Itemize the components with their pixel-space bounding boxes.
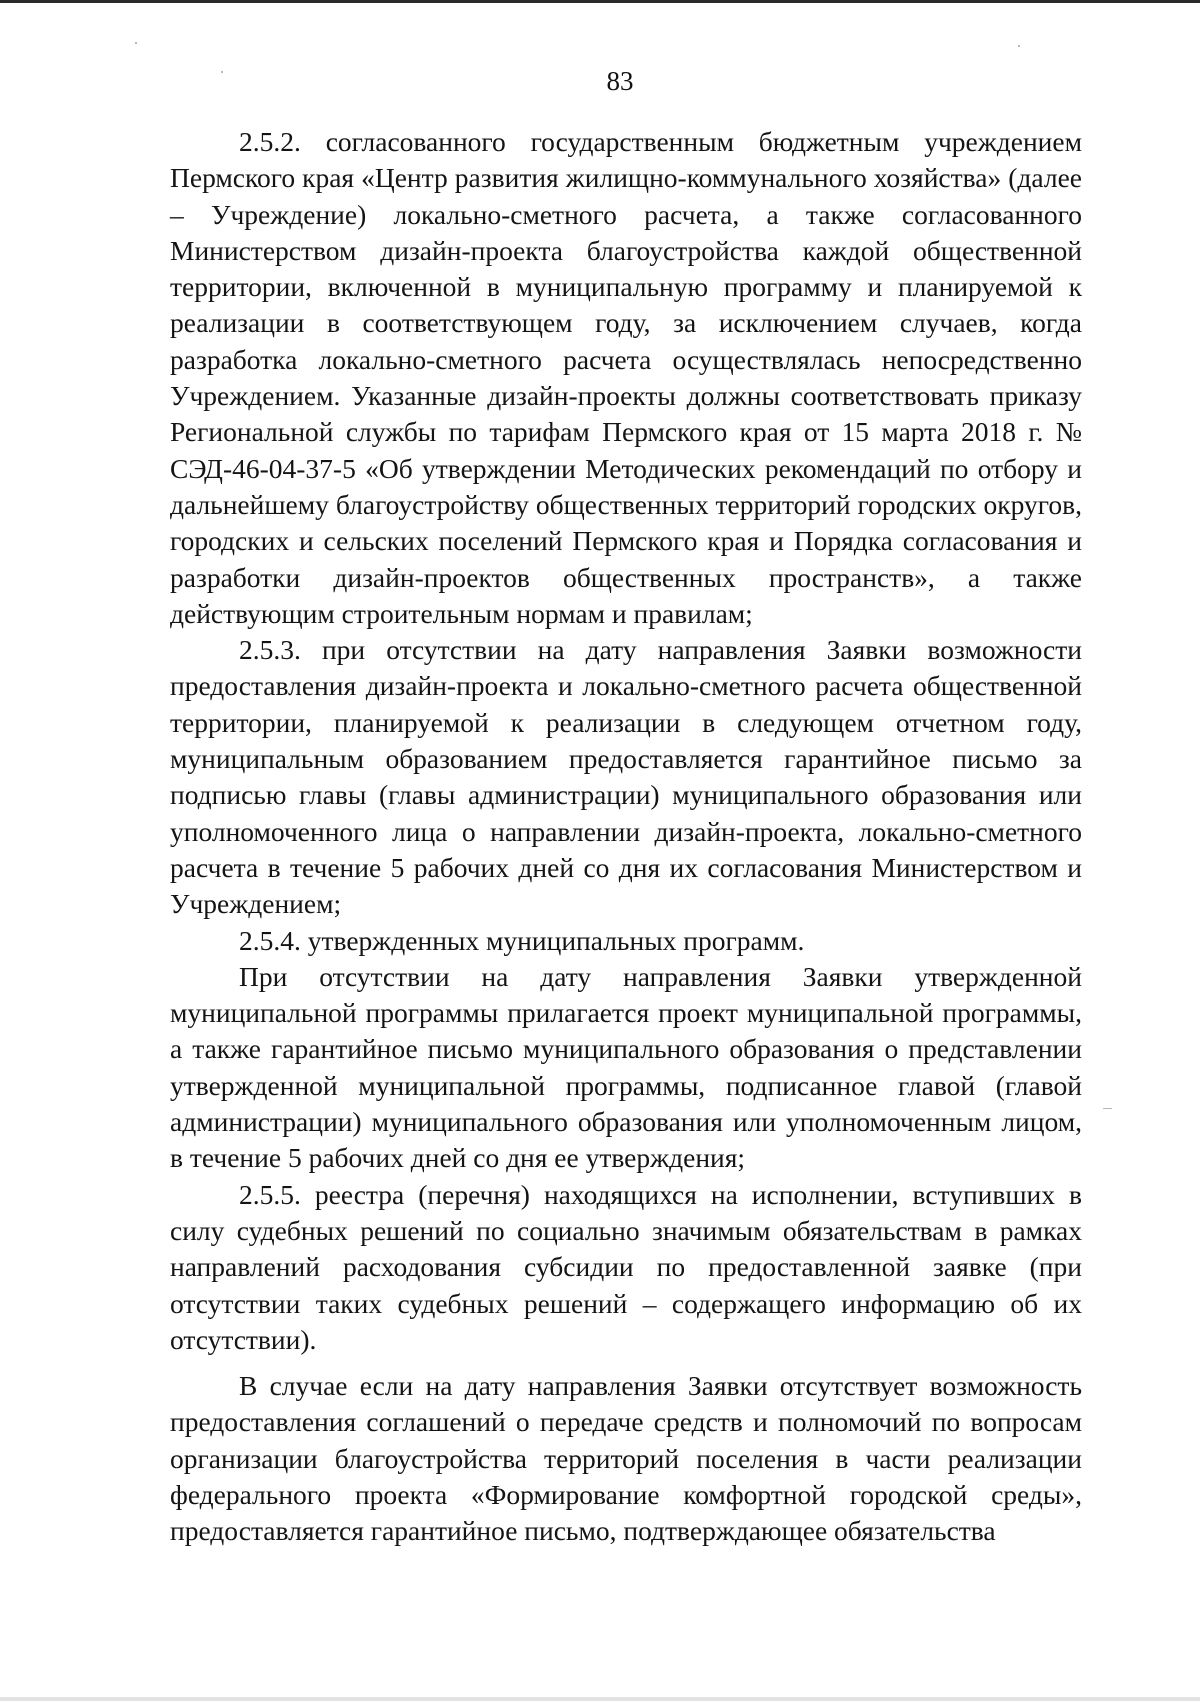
paragraph-2-5-3: 2.5.3. при отсутствии на дату направления Заявки возможности предоставления дизайн-проекта и локально-сметного расчета общественной территории, планируемой к реализации в следующем отчетном году, муниципальным образованием предоставляется гарантийное письмо за подписью главы (главы администрации) муниципального образования или уполномоченного лица о направлении дизайн-проекта, локально-сметного расчета в течение 5 рабочих дней со дня их согласования Министерством и Учреждением;: [170, 634, 1082, 920]
scan-bottom-edge: [0, 1697, 1200, 1701]
scan-speck: [1018, 45, 1020, 47]
page-number: 83: [606, 66, 634, 96]
paragraph-2-5-2: 2.5.2. согласованного государственным бюджетным учреждением Пермского края «Центр развития жилищно-коммунального хозяйства» (далее – Учреждение) локально-сметного расчета, а также согласованного Министерством дизайн-проекта благоустройства каждой общественной территории, включенной в муниципальную программу и планируемой к реализации в соответствующем году, за исключением случаев, когда разработка локально-сметного расчета осуществлялась непосредственно Учреждением. Указанные дизайн-проекты должны соответствовать приказу Региональной службы по тарифам Пермского края от 15 марта 2018 г. № СЭД-46-04-37-5 «Об утверждении Методических рекомендаций по отбору и дальнейшему благоустройству общественных территорий городских округов, городских и сельских поселений Пермского края и Порядка согласования и разработки дизайн-проектов общественных пространств», а также действующим строительным нормам и правилам;: [170, 126, 1082, 629]
paragraph-guarantee-letter: В случае если на дату направления Заявки отсутствует возможность предоставления соглашений о передаче средств и полномочий по вопросам организации благоустройства территорий поселения в части реализации федерального проекта «Формирование комфортной городской среды», предоставляется гарантийное письмо, подтверждающее обязательства: [170, 1370, 1082, 1547]
document-body: [170, 124, 1082, 1550]
scan-top-edge: [0, 0, 1200, 3]
scan-speck: [221, 71, 223, 73]
paragraph-program-absence: При отсутствии на дату направления Заявки утвержденной муниципальной программы прилагается проект муниципальной программы, а также гарантийное письмо муниципального образования о представлении утвержденной муниципальной программы, подписанное главой (главой администрации) муниципального образования или уполномоченным лицом, в течение 5 рабочих дней со дня ее утверждения;: [170, 960, 1082, 1174]
margin-mark: [1103, 1108, 1112, 1109]
paragraph-2-5-5: 2.5.5. реестра (перечня) находящихся на исполнении, вступивших в силу судебных решений по социально значимым обязательствам в рамках направлений расходования субсидии по предоставленной заявке (при отсутствии таких судебных решений – содержащего информацию об их отсутствии).: [170, 1178, 1082, 1355]
scan-speck: [135, 42, 137, 44]
paragraph-2-5-4: 2.5.4. утвержденных муниципальных программ.: [239, 924, 805, 956]
